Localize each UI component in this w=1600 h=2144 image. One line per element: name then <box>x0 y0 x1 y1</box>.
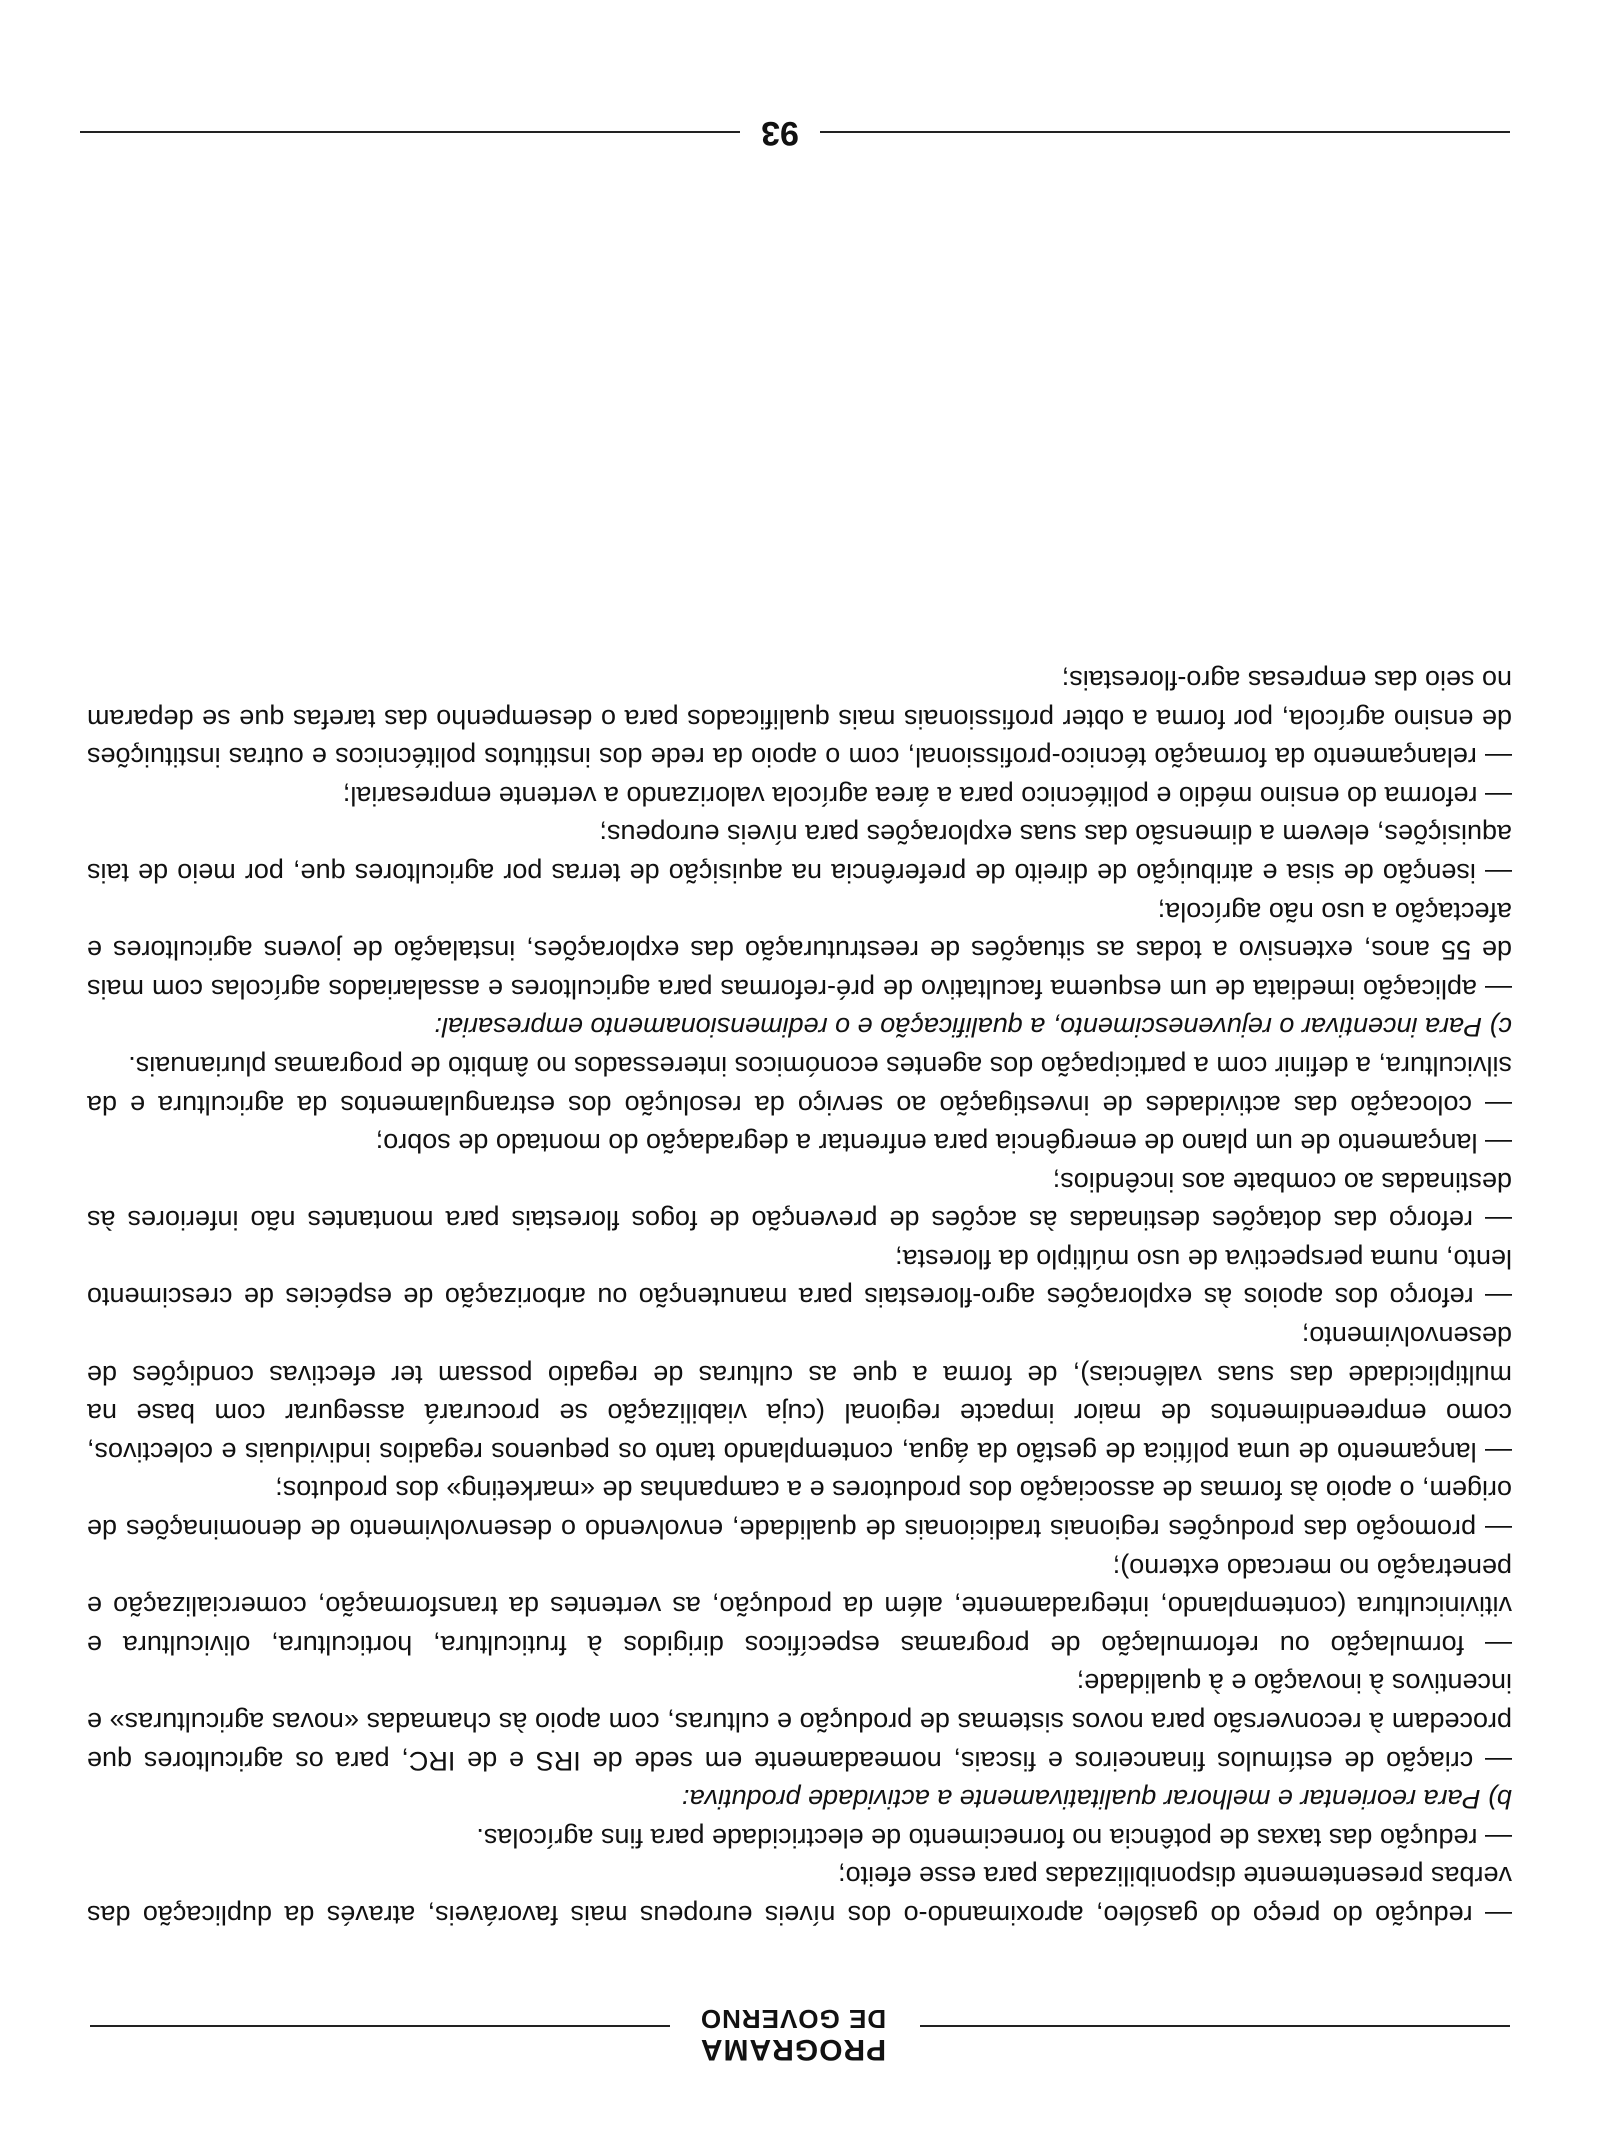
list-item: — redução das taxas de potência no fornecimento de electricidade para fins agrícolas. <box>476 1822 1512 1853</box>
list-item: — lançamento de um plano de emergência para enfrentar a degradação do montado de sobro; <box>375 1128 1512 1159</box>
header <box>0 1934 1600 2144</box>
footer-right-rule <box>80 131 740 133</box>
section-b-heading: b) Para reorientar e melhorar qualitativamente a actividade produtiva: <box>682 1784 1512 1815</box>
list-item: — colocação das actividades de investigação ao serviço da resolução dos estrangulamentos da agricultura e da silvicultura, a definir com a participação dos agentes económicos interessados no âmbito de programas plurianuais. <box>87 1050 1512 1120</box>
list-item: — lançamento de uma política de gestão da água, contemplando tanto os pequenos regadios individuais e colectivos, como empreendimentos de maior impacte regional (cuja viabilização se procurará assegurar com base na multiplicidade das suas valências), de forma a que as culturas de regadio possam ter efectivas condições de desenvolvimento; <box>87 1321 1512 1467</box>
logo-line-2: DE GOVERNO <box>699 2004 887 2034</box>
list-item: — formulação ou reformulação de programas específicos dirigidos à fruticultura, horticultura, olivicultura e vitivinicultura (contemplando, integradamente, além da produção, as vertentes da transformação, comercialização e penetração no mercado externo); <box>87 1552 1512 1660</box>
page-number: 93 <box>761 114 799 152</box>
logo-line-1: PROGRAMA <box>699 2033 887 2066</box>
list-item: — relançamento da formação técnico-profissional, com o apoio da rede dos institutos politécnicos e outras instituições de ensino agrícola, por forma a obter profissionais mais qualificados para o desempenho das tarefas que se deparam no seio das empresas agro-florestais; <box>87 665 1512 773</box>
list-item: — reforço das dotações destinadas às acções de prevenção de fogos florestais para montantes não inferiores às destinadas ao combate aos incêndios; <box>87 1166 1512 1236</box>
header-left-rule <box>920 2025 1510 2027</box>
list-item: — isenção de sisa e atribuição de direito de preferência na aquisição de terras por agricultores que, por meio de tais aquisições, elevem a dimensão das suas explorações para níveis europeus; <box>87 819 1512 888</box>
list-item: — reforma do ensino médio e politécnico para a área agrícola valorizando a vertente empresarial; <box>342 780 1512 811</box>
body-text <box>87 660 1512 1934</box>
list-item: — criação de estímulos financeiros e fiscais, nomeadamente em sede de IRS e de IRC, para os agricultores que procedam à reconversão para novos sistemas de produção e culturas, com apoio às chamadas «novas agriculturas» e incentivos à inovação e à qualidade; <box>87 1668 1512 1776</box>
logo <box>680 2006 906 2064</box>
list-item: — reforço dos apoios às explorações agro-florestais para manutenção ou arborização de espécies de crescimento lento, numa perspectiva de uso múltiplo da floresta; <box>87 1243 1512 1313</box>
list-item: — promoção das produções regionais tradicionais de qualidade, envolvendo o desenvolvimento de denominações de origem, o apoio às formas de associação dos produtores e a campanhas de «marketing» dos produtos; <box>87 1475 1512 1545</box>
list-item: — aplicação imediata de um esquema facultativo de pré-reformas para agricultores e assalariados agrícolas com mais de 55 anos, extensivo a todas as situações de reestruturação das explorações, instalação de jovens agricultores e afectação a uso não agrícola; <box>87 896 1512 1004</box>
list-item: — redução do preço do gasóleo, aproximando-o dos níveis europeus mais favoráveis, através da duplicação das verbas presentemente disponibilizadas para esse efeito; <box>87 1861 1512 1930</box>
footer-left-rule <box>820 131 1510 133</box>
section-c-heading: c) Para incentivar o rejuvenescimento, a qualificação e o redimensionamento empresarial: <box>434 1012 1512 1043</box>
footer <box>0 94 1600 154</box>
header-right-rule <box>90 2025 670 2027</box>
